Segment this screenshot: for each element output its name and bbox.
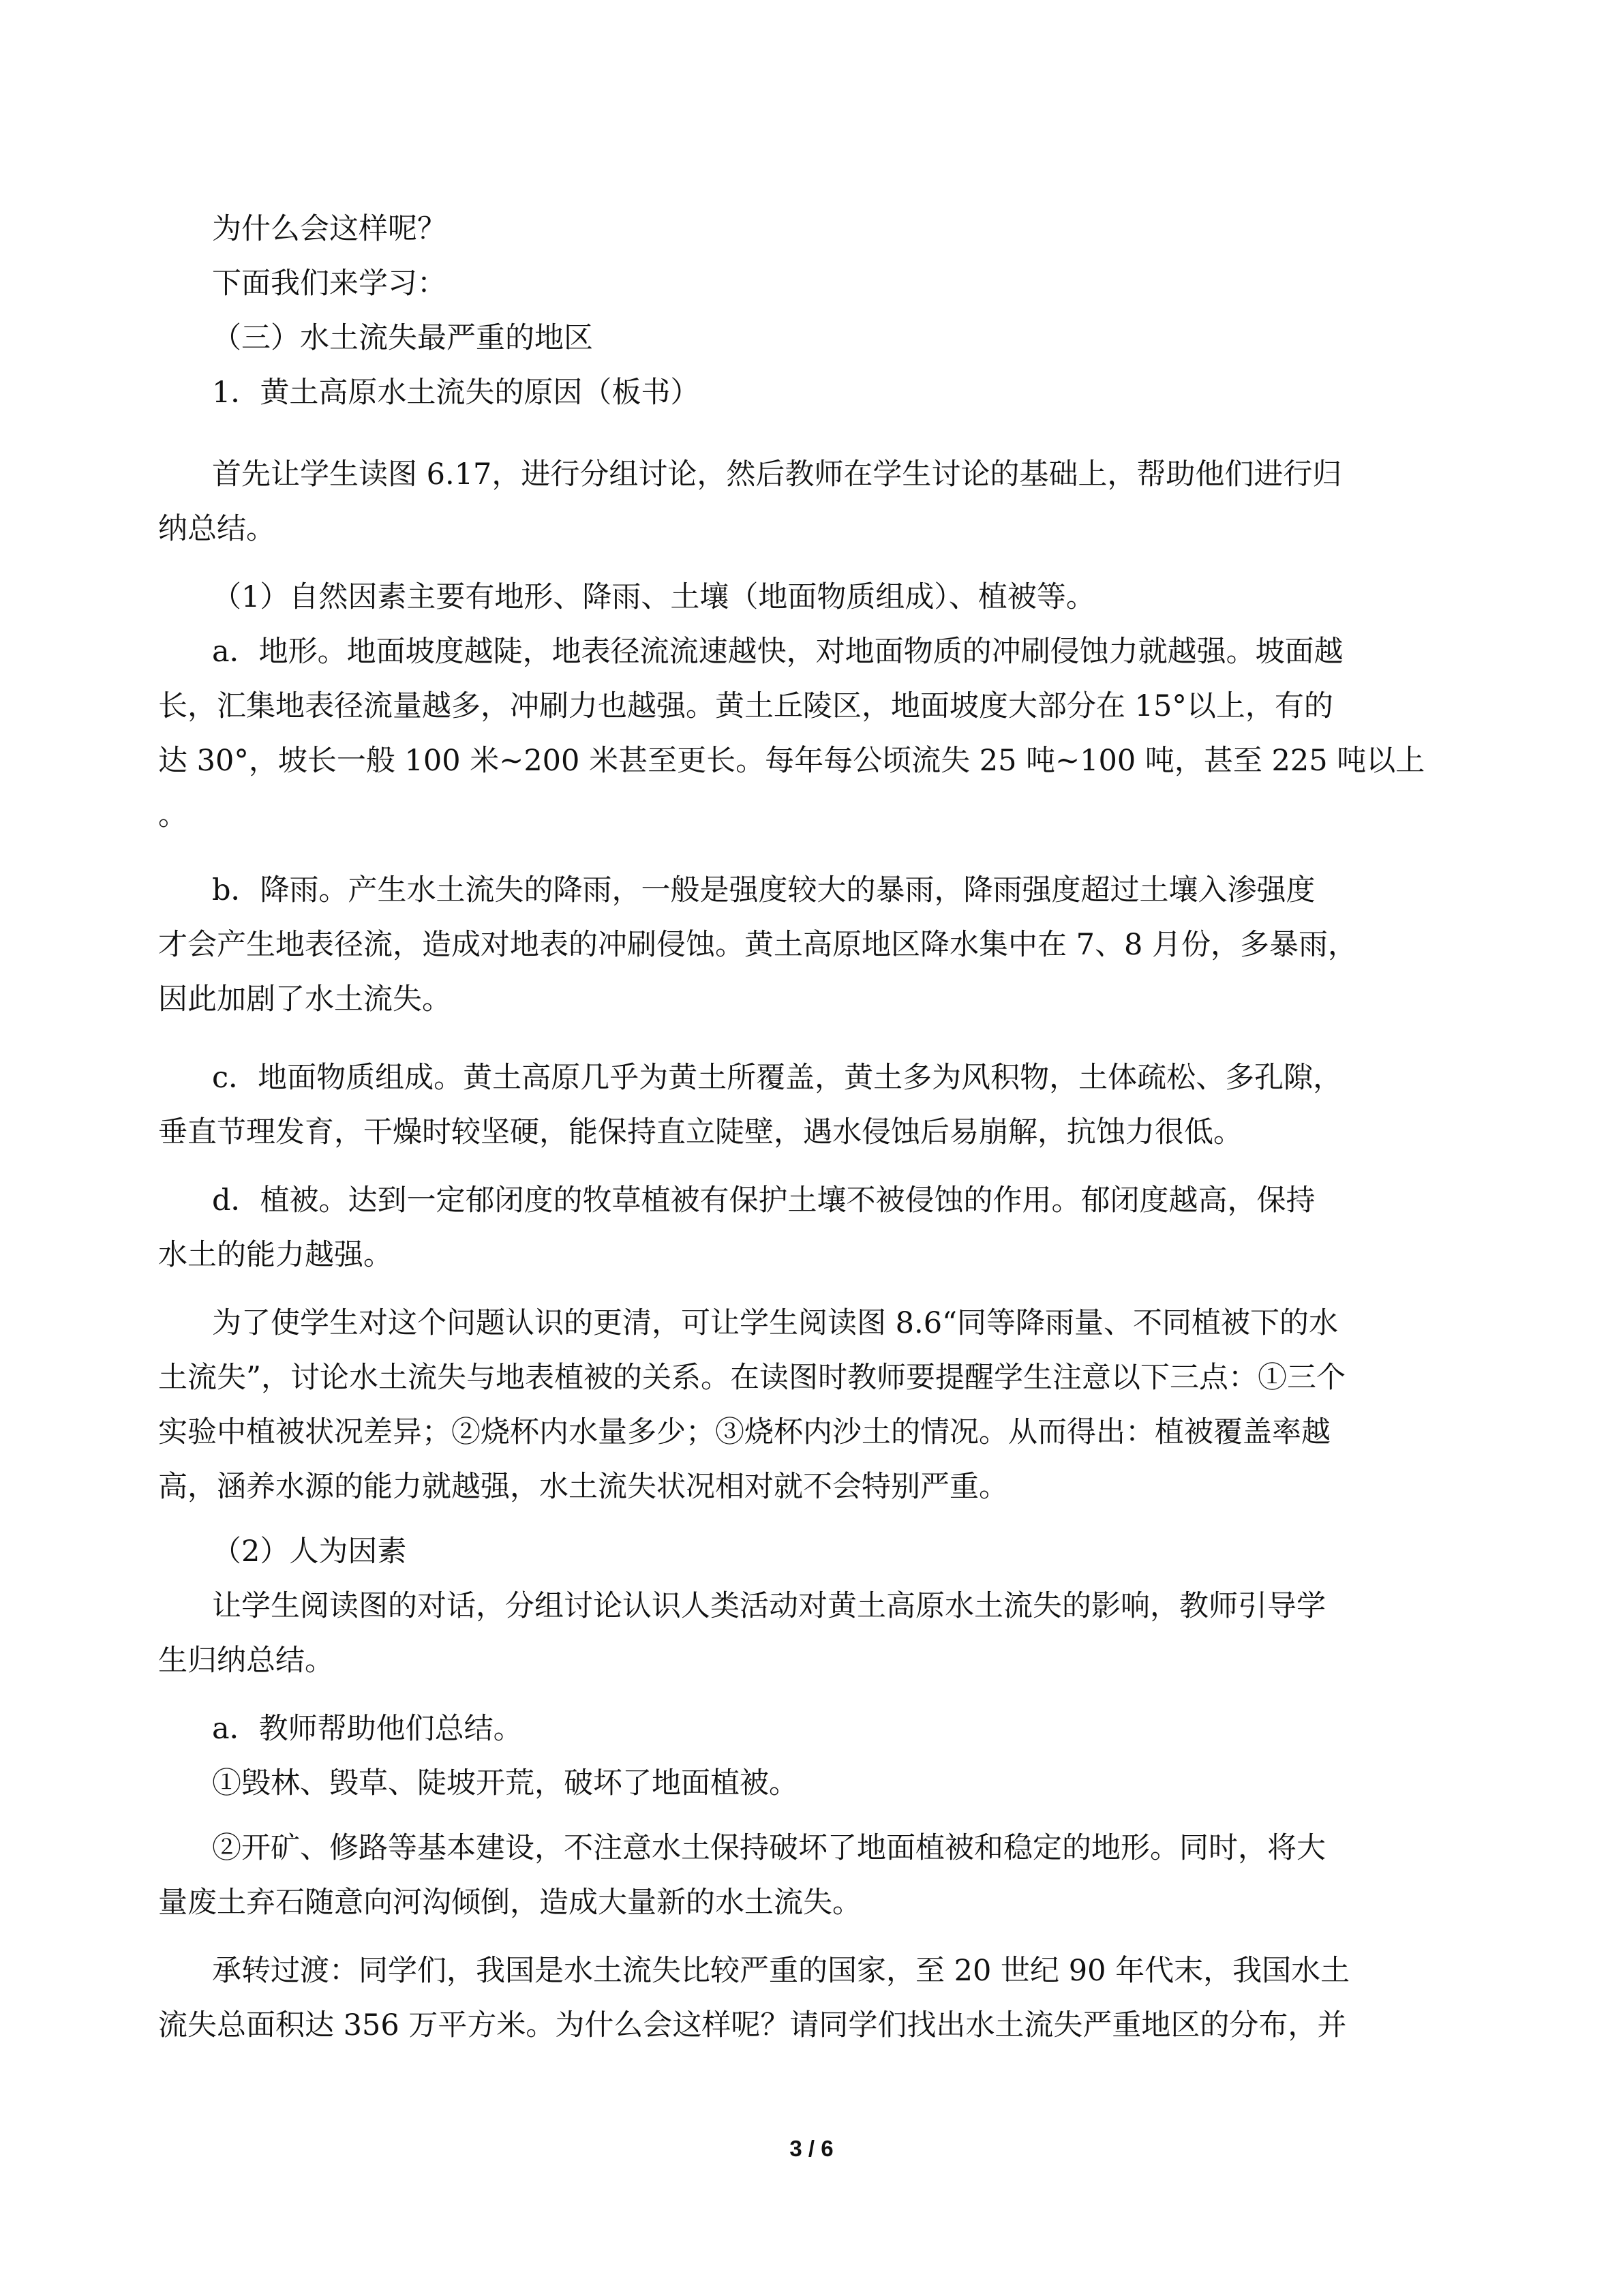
paragraph-line: 高，涵养水源的能力就越强，水土流失状况相对就不会特别严重。	[158, 1470, 1008, 1504]
paragraph-line: 首先让学生读图 6.17，进行分组讨论，然后教师在学生讨论的基础上，帮助他们进行归	[212, 457, 1342, 492]
paragraph-line: 量废土弃石随意向河沟倾倒，造成大量新的水土流失。	[158, 1886, 862, 1920]
paragraph-line: c．地面物质组成。黄土高原几乎为黄土所覆盖，黄土多为风积物，土体疏松、多孔隙，	[212, 1061, 1343, 1095]
paragraph-line: 因此加剧了水土流失。	[158, 982, 451, 1016]
paragraph-line: 垂直节理发育，干燥时较坚硬，能保持直立陡壁，遇水侵蚀后易崩解，抗蚀力很低。	[158, 1115, 1243, 1149]
paragraph-line: 生归纳总结。	[158, 1644, 334, 1678]
paragraph-line: d．植被。达到一定郁闭度的牧草植被有保护土壤不被侵蚀的作用。郁闭度越高，保持	[212, 1183, 1316, 1218]
subsection-heading: 1．黄土高原水土流失的原因（板书）	[212, 376, 700, 410]
paragraph-line: 长，汇集地表径流量越多，冲刷力也越强。黄土丘陵区，地面坡度大部分在 15°以上，有的	[158, 689, 1333, 723]
paragraph-line: 为什么会这样呢？	[212, 212, 446, 246]
paragraph-line: ①毁林、毁草、陡坡开荒，破坏了地面植被。	[212, 1766, 798, 1800]
paragraph-line: 才会产生地表径流，造成对地表的冲刷侵蚀。黄土高原地区降水集中在 7、8 月份，多暴雨，	[158, 928, 1358, 962]
paragraph-line: 承转过渡：同学们，我国是水土流失比较严重的国家，至 20 世纪 90 年代末，我国水土	[212, 1954, 1350, 1988]
paragraph-line: 土流失”，讨论水土流失与地表植被的关系。在读图时教师要提醒学生注意以下三点：①三个	[158, 1361, 1346, 1395]
paragraph-line: 。	[158, 798, 187, 832]
paragraph-line: 让学生阅读图的对话，分组讨论认识人类活动对黄土高原水土流失的影响，教师引导学	[212, 1589, 1326, 1623]
paragraph-line: a．教师帮助他们总结。	[212, 1712, 523, 1746]
paragraph-line: 实验中植被状况差异；②烧杯内水量多少；③烧杯内沙土的情况。从而得出：植被覆盖率越	[158, 1415, 1331, 1449]
paragraph-line: 为了使学生对这个问题认识的更清，可让学生阅读图 8.6“同等降雨量、不同植被下的水	[212, 1306, 1339, 1340]
section-heading: （三）水土流失最严重的地区	[212, 321, 593, 355]
page-number: 3 / 6	[789, 2136, 834, 2161]
paragraph-line: ②开矿、修路等基本建设，不注意水土保持破坏了地面植被和稳定的地形。同时，将大	[212, 1831, 1326, 1865]
paragraph-line: 达 30°，坡长一般 100 米~200 米甚至更长。每年每公顷流失 25 吨~100 吨，甚至 225 吨以上	[158, 744, 1425, 778]
paragraph-line: a．地形。地面坡度越陡，地表径流流速越快，对地面物质的冲刷侵蚀力就越强。坡面越	[212, 635, 1344, 669]
paragraph-line: 流失总面积达 356 万平方米。为什么会这样呢？请同学们找出水土流失严重地区的分布，并	[158, 2008, 1347, 2042]
paragraph-line: b．降雨。产生水土流失的降雨，一般是强度较大的暴雨，降雨强度超过土壤入渗强度	[212, 873, 1316, 907]
paragraph-line: （1）自然因素主要有地形、降雨、土壤（地面物质组成）、植被等。	[212, 580, 1095, 614]
paragraph-line: 纳总结。	[158, 512, 275, 546]
paragraph-line: （2）人为因素	[212, 1535, 407, 1569]
paragraph-line: 水土的能力越强。	[158, 1238, 393, 1272]
paragraph-line: 下面我们来学习：	[212, 267, 446, 301]
